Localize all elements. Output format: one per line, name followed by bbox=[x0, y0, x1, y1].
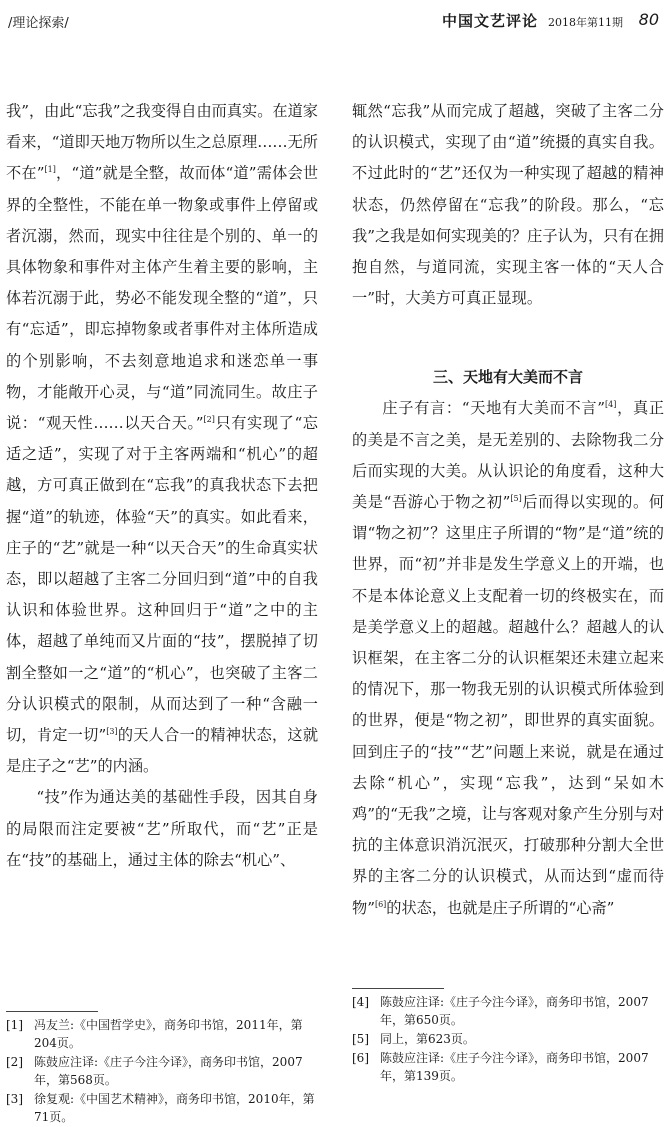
issue-label: 2018年第11期 bbox=[548, 16, 623, 29]
footnote-text: 同上，第623页。 bbox=[380, 1032, 475, 1046]
page-number: 80 bbox=[638, 10, 659, 29]
section-heading: 三、天地有大美而不言 bbox=[432, 368, 583, 387]
footnote-text: 陈鼓应注译:《庄子今注今译》，商务印书馆，2007年，第568页。 bbox=[34, 1055, 303, 1087]
text-run: 的状态，也就是庄子所谓的“心斋” bbox=[386, 898, 615, 917]
left-column bbox=[6, 96, 318, 876]
footnote bbox=[6, 1090, 318, 1126]
left-footnote-rule bbox=[6, 1011, 98, 1012]
footnote bbox=[6, 1053, 318, 1089]
footnote-number: [2] bbox=[6, 1055, 23, 1069]
footnote-ref: [2] bbox=[203, 414, 215, 424]
right-footnote-rule bbox=[352, 988, 444, 989]
footnote bbox=[6, 1016, 318, 1052]
footnote-text: 陈鼓应注译:《庄子今注今译》，商务印书馆，2007年，第139页。 bbox=[380, 1051, 649, 1083]
left-footnotes bbox=[6, 1016, 318, 1127]
footnote bbox=[352, 1030, 664, 1048]
text-run: 我”，由此“忘我”之我变得自由而真实。在道家看来，“道即天地万物所以生之总原理……无所不在” bbox=[6, 102, 318, 183]
footnote-text: 徐复观:《中国艺术精神》，商务印书馆，2010年，第71页。 bbox=[34, 1092, 315, 1124]
section-tag: /理论探索/ bbox=[8, 16, 69, 31]
footnote-text: 陈鼓应注译:《庄子今注今译》，商务印书馆，2007年，第650页。 bbox=[380, 995, 649, 1027]
footnote-number: [1] bbox=[6, 1018, 23, 1032]
text-run: ，真正的美是不言之美，是无差别的、去除物我二分后而实现的大美。从认识论的角度看，这种大美是“吾游心于物之初” bbox=[352, 399, 665, 512]
text-run: 的天人合一的精神状态，这就是庄子之“艺”的内涵。 bbox=[6, 726, 319, 776]
page-header bbox=[0, 0, 669, 40]
footnote-ref: [5] bbox=[510, 493, 522, 503]
footnote-ref: [4] bbox=[605, 400, 617, 410]
footnote-number: [5] bbox=[352, 1032, 369, 1046]
right-column bbox=[352, 96, 664, 924]
footnote-ref: [3] bbox=[106, 727, 118, 736]
text-run: 庄子有言：“天地有大美而不言” bbox=[382, 399, 606, 418]
left-paragraph-1 bbox=[6, 96, 318, 782]
footnote-ref: [1] bbox=[44, 165, 56, 175]
footnote-number: [3] bbox=[6, 1092, 23, 1106]
text-run: ，“道”就是全整，故而体“道”需体会世界的全整性，不能在单一物象或事件上停留或者沉溺，然而，现实中往往是个别的、单一的具体物象和事件对主体产生着主要的影响，主体若沉溺于此，势必不能发现全整的“道”，只有“忘适”，即忘掉物象或者事件对主体所造成的个别影响，不去刻意地追求和迷恋单一事物，才能敞开心灵，与“道”同流同生。故庄子说：“观天性……以天合天。” bbox=[6, 164, 319, 433]
footnote-text: 冯友兰:《中国哲学史》，商务印书馆，2011年，第204页。 bbox=[34, 1018, 303, 1050]
footnote bbox=[352, 1049, 664, 1085]
right-paragraph-1: 辄然“忘我”从而完成了超越，突破了主客二分的认识模式，实现了由“道”统摄的真实自我。不过此时的“艺”还仅为一种实现了超越的精神状态，仍然停留在“忘我”的阶段。那么，“忘我”之我是如何实现美的？庄子认为，只有在拥抱自然，与道同流，实现主客一体的“天人合一”时，大美方可真正显现。 bbox=[352, 102, 664, 308]
footnote-number: [6] bbox=[352, 1051, 369, 1065]
journal-info bbox=[442, 10, 623, 31]
right-footnotes bbox=[352, 993, 664, 1086]
left-paragraph-2: “技”作为通达美的基础性手段，因其自身的局限而注定要被“艺”所取代，而“艺”正是在“技”的基础上，通过主体的除去“机心”、 bbox=[6, 788, 318, 869]
text-run: 后而得以实现的。何谓“物之初”？这里庄子所谓的“物”是“道”统的世界，而“初”并非是发生学意义上的开端，也不是本体论意义上支配着一切的终极实在，而是美学意义上的超越。超越什么？超越人的认识框架，在主客二分的认识框架还未建立起来的情况下，那一物我无别的认识模式所体验到的世界，便是“物之初”，即世界的真实面貌。回到庄子的“技”“艺”问题上来说，就是在通过去除“机心”，实现“忘我”，达到“呆如木鸡”的“无我”之境，让与客观对象产生分别与对抗的主体意识消沉泯灭，打破那种分割大全世界的主客二分的认识模式，从而达到“虚而待物” bbox=[352, 493, 665, 917]
text-run: 只有实现了“忘适之适”，实现了对于主客两端和“机心”的超越，方可真正做到在“忘我”的真我状态下去把握“道”的轨迹，体验“天”的真实。如此看来，庄子的“艺”就是一种“以天合天”的生命真实状态，即以超越了主客二分回归到“道”中的自我认识和体验世界。这种回归于“道”之中的主体，超越了单纯而又片面的“技”，摆脱掉了切割全整如一之“道”的“机心”，也突破了主客二分认识模式的限制，从而达到了一种“含融一切，肯定一切” bbox=[6, 414, 318, 745]
journal-title: 中国文艺评论 bbox=[441, 12, 538, 30]
footnote-ref: [6] bbox=[374, 899, 387, 909]
right-paragraph-2 bbox=[352, 393, 664, 923]
footnote-number: [4] bbox=[352, 995, 369, 1009]
footnote bbox=[352, 993, 664, 1029]
